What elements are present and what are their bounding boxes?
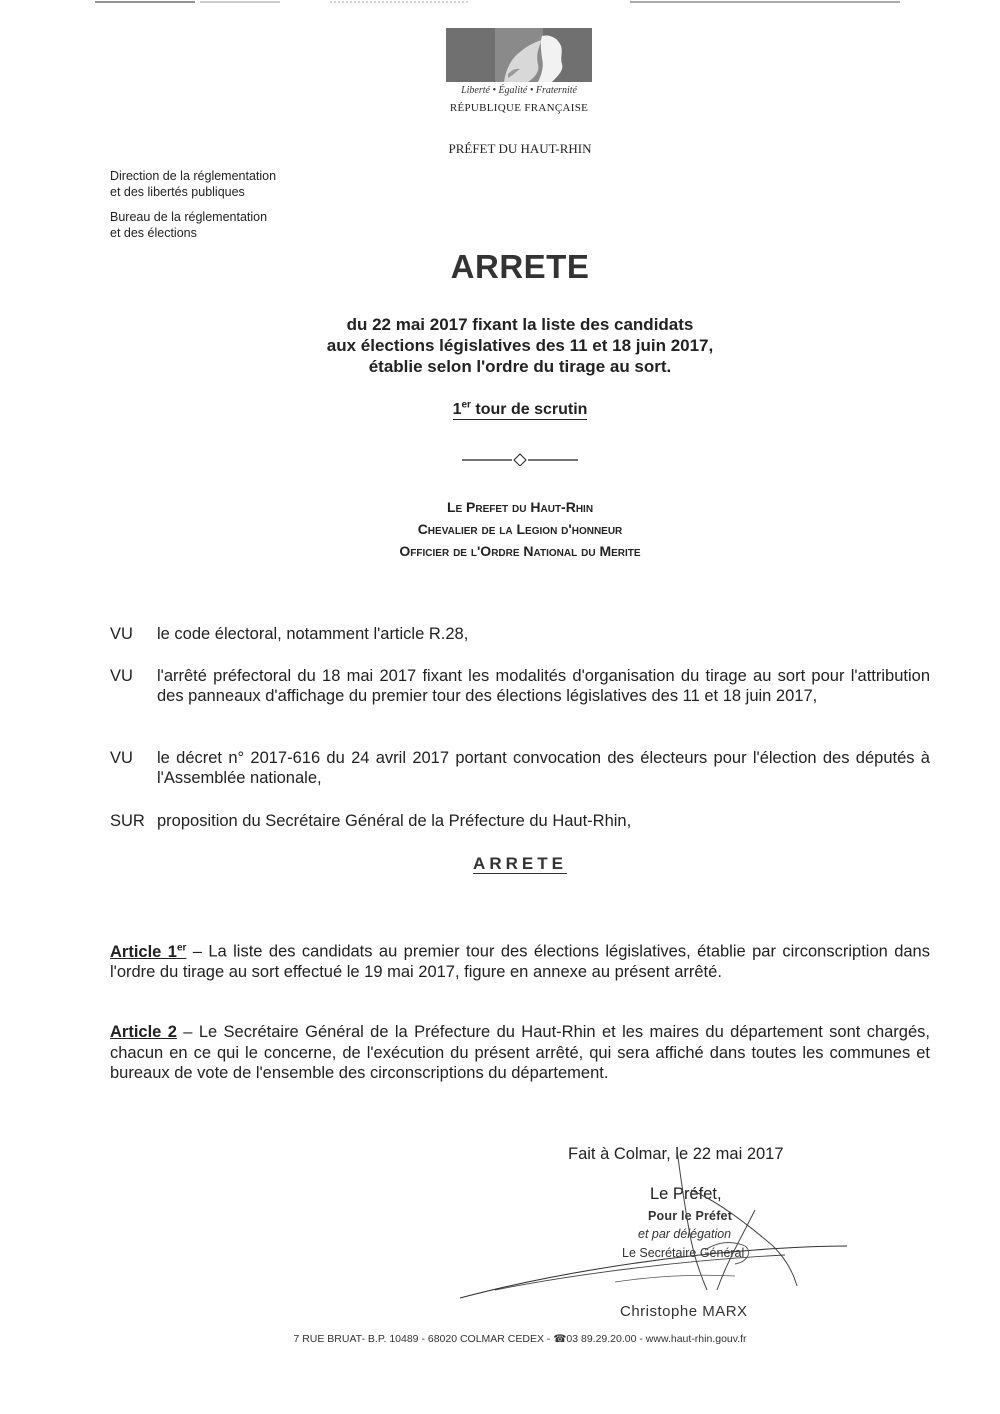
delegation-stamp-line-1: Pour le Préfet: [648, 1209, 733, 1223]
delegation-stamp-line-3: Le Secrétaire Général: [622, 1246, 745, 1260]
considerant-text: le décret n° 2017-616 du 24 avril 2017 portant convocation des électeurs pour l'élection des députés à l'Assemblée nationale,: [157, 749, 930, 787]
authority-titles: [270, 496, 770, 562]
republique-francaise-logo: [444, 28, 594, 120]
decision-heading: [420, 854, 620, 874]
subtitle-line-1: du 22 mai 2017 fixant la liste des candidats: [346, 315, 694, 334]
round-label: tour de scrutin: [470, 401, 588, 419]
considerant-2: [110, 666, 930, 706]
considerant-3: [110, 748, 930, 788]
signer-name: Christophe MARX: [620, 1303, 748, 1320]
top-edge-marks: [0, 0, 1000, 12]
issuing-service-block: [110, 168, 330, 250]
article-1-text: – La liste des candidats au premier tour des élections législatives, établie par circonscription dans l'ordre du tirage au sort effectué le 19 mai 2017, figure en annexe au présent arrêté.: [110, 942, 930, 981]
considerant-4: [110, 811, 930, 831]
article-2: [110, 1022, 930, 1084]
place-and-date: Fait à Colmar, le 22 mai 2017: [568, 1145, 784, 1163]
subtitle-line-2: aux élections législatives des 11 et 18 juin 2017,: [326, 336, 714, 355]
ornamental-separator: [460, 452, 580, 466]
article-2-text: – Le Secrétaire Général de la Préfecture du Haut-Rhin et les maires du département sont chargés, chacun en ce qui le concerne, de l'exécution du présent arrêté, qui sera affiché dans toutes les communes et bureaux de vote de l'ensemble des circonscriptions du département.: [110, 1023, 930, 1082]
article-1: [110, 938, 930, 983]
considerant-key: VU: [110, 749, 133, 767]
signatory-title: Le Préfet,: [650, 1185, 722, 1203]
round-heading: [370, 400, 670, 419]
authority-line-2: Chevalier de la Legion d'honneur: [417, 521, 623, 537]
direction-name: [110, 168, 330, 200]
document-subtitle: [220, 314, 820, 377]
delegation-stamp-line-2: et par délégation: [638, 1227, 732, 1241]
decision-heading-text: ARRETE: [473, 854, 567, 873]
round-number-suffix: er: [461, 400, 471, 411]
authority-line-3: Officier de l'Ordre National du Merite: [399, 543, 641, 559]
considerant-1: [110, 624, 930, 644]
article-2-label: Article 2: [110, 1023, 177, 1041]
logo-republic-name: RÉPUBLIQUE FRANÇAISE: [449, 102, 589, 114]
article-1-label: [110, 943, 186, 961]
bureau-line-2: et des élections: [110, 226, 197, 240]
round-heading-text: [453, 401, 588, 420]
article-1-suffix: er: [176, 942, 187, 953]
bureau-line-1: Bureau de la réglementation: [110, 210, 268, 224]
considerant-text: proposition du Secrétaire Général de la Préfecture du Haut-Rhin,: [157, 812, 632, 830]
bureau-name: [110, 209, 330, 241]
subtitle-line-3: établie selon l'ordre du tirage au sort.: [368, 357, 672, 376]
round-number: 1: [452, 401, 462, 419]
considerant-key: VU: [110, 667, 133, 685]
prefecture-header: PRÉFET DU HAUT-RHIN: [448, 141, 592, 156]
direction-line-1: Direction de la réglementation: [110, 169, 277, 183]
article-1-number: Article 1: [110, 942, 177, 961]
document-title: ARRETE: [450, 248, 590, 285]
considerant-key: VU: [110, 625, 133, 643]
footer-address: 7 RUE BRUAT- B.P. 10489 - 68020 COLMAR CEDEX - ☎03 89.29.20.00 - www.haut-rhin.gouv.fr: [293, 1333, 747, 1345]
authority-line-1: Le Prefet du Haut-Rhin: [446, 499, 594, 515]
considerant-text: l'arrêté préfectoral du 18 mai 2017 fixant les modalités d'organisation du tirage au sort pour l'attribution des panneaux d'affichage du premier tour des élections législatives des 11 et 18 juin 2017,: [157, 667, 930, 705]
marianne-emblem: [446, 28, 592, 82]
direction-line-2: et des libertés publiques: [110, 185, 245, 199]
logo-motto: Liberté • Égalité • Fraternité: [461, 85, 577, 96]
considerant-text: le code électoral, notamment l'article R.28,: [157, 625, 469, 643]
considerant-key: SUR: [110, 812, 145, 830]
